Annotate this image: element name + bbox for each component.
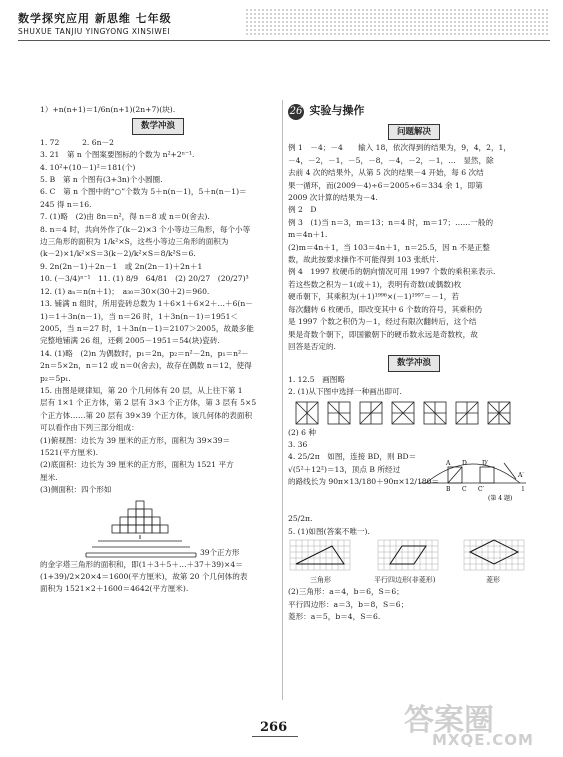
example-line: 例 3 (1)当 n＝3，m＝13；n＝4 时，m＝17；……一般的: [288, 217, 494, 227]
answer-line: 平行四边形：a＝3，b＝8，S＝6；: [288, 599, 409, 609]
unit-heading: [288, 104, 540, 120]
section-heading-math-surf-right: 数学冲浪: [388, 355, 440, 371]
example-line: m＝4n＋1.: [288, 230, 328, 240]
answer-line: 4. 25/2π 如图，连接 BD，则 BD＝: [288, 452, 417, 462]
answer-line: 25/2π.: [288, 514, 313, 524]
answer-line: (1)俯视图：边长为 39 厘米的正方形，面积为 39×39＝: [40, 435, 231, 445]
answer-line: (2)底面积：边长为 39 厘米的正方形，面积为 1521 平方: [40, 460, 234, 470]
header-rule: [18, 40, 550, 41]
grid-shapes-figure: [288, 538, 540, 586]
section-heading-problem-solving: 问题解决: [388, 124, 440, 140]
answer-line: 1. 12.5 画图略: [288, 374, 345, 384]
book-title: 数学探究应用 新思维 七年级: [18, 12, 172, 25]
example-line: 去前 4 次的结果外，从第 5 次的结果－4 开始，每 6 次结: [288, 168, 484, 178]
shape-label-parallelogram: 平行四边形(非菱形): [374, 576, 436, 585]
question-4-block: [288, 451, 540, 513]
pyramid-diagram: [40, 497, 276, 559]
answer-line: 面积为 1521×2＋1600＝4642(平方厘米).: [40, 584, 189, 594]
answer-line: (k－2)×1/k²×S＝3(k－2)/k²×S＝8/k²S＝6.: [40, 249, 196, 259]
example-line: 2009 次计算的结果为－4.: [288, 193, 378, 203]
answer-line: 245 得 n＝16.: [40, 199, 92, 209]
answer-line: 1. 72 2. 6n－2: [40, 137, 114, 147]
answer-line: (3)侧面积：四个形如: [40, 485, 112, 495]
shape-label-triangle: 三角形: [310, 576, 331, 585]
grid-shapes-diagram: [288, 538, 538, 576]
unit-title: 实验与操作: [309, 104, 365, 117]
example-line: 硬币朝下，其乘积为(＋1)¹⁹⁹⁶×(－1)¹⁹⁹⁷＝－1，若: [288, 292, 459, 302]
answer-line: 层有 1×1 个正方体，第 2 层有 3×3 个正方体，第 3 层有 5×5: [40, 398, 257, 408]
answer-line: 15. 由图是规律知，第 20 个几何体有 20 层，从上往下第 1: [40, 385, 243, 395]
example-line: 果一循环，而(2009－4)÷6＝2005÷6＝334 余 1，即第: [288, 180, 483, 190]
example-line: 回答是否定的.: [288, 341, 336, 351]
answer-line: 4. 10²+(10－1)²＝181(个): [40, 162, 136, 172]
watermark-logo: 答案圈: [404, 703, 494, 738]
rolling-rectangle-figure: [418, 451, 528, 503]
answer-line: 5. B 第 n 个图有(3+3n)个小圆圈.: [40, 175, 163, 185]
svg-text:l: l: [522, 486, 524, 494]
answer-line: (2)三角形：a＝4，b＝6，S＝6；: [288, 587, 404, 597]
svg-text:C′: C′: [478, 486, 484, 494]
column-divider: [282, 100, 283, 700]
svg-text:A′: A′: [518, 472, 524, 480]
answer-line: 可以看作由下列三部分组成：: [40, 423, 139, 433]
pyramid-label: 39个正方形: [200, 547, 240, 557]
answer-line: √(5²＋12²)＝13，顶点 B 所经过: [288, 464, 401, 474]
section-heading-math-surf: 数学冲浪: [132, 118, 184, 134]
answer-line: 边三角形的面积为 1/k²×S，这些小等边三角形的面积为: [40, 237, 229, 247]
page-number: 266: [260, 720, 288, 735]
svg-text:D: D: [462, 460, 467, 468]
answer-line: 5. (1)如图(答案不唯一).: [288, 526, 370, 536]
answer-line: 的路线长为 90π×13/180＋90π×12/180＝: [288, 477, 440, 487]
example-line: 若这些数之积为－1(或＋1)，表明有奇数(或偶数)枚: [288, 279, 462, 289]
answer-line: 2n＝5×2n，n＝12 或 n＝0(舍去)，故存在偶数 n＝12，使得: [40, 361, 252, 371]
pyramid-figure: [40, 497, 276, 559]
example-line: 每次翻转 6 枚硬币，即改变其中 6 个数的符号，其乘积仍: [288, 304, 482, 314]
continuation-line: 1）+n(n+1)＝1/6n(n+1)(2n+7)(块).: [40, 105, 176, 114]
book-title-pinyin: SHUXUE TANJIU YINGYONG XINSIWEI: [18, 27, 171, 36]
svg-text:D′: D′: [482, 460, 489, 468]
example-line: 例 4 1997 枚硬币的朝向情况可用 1997 个数的乘积来表示.: [288, 267, 496, 277]
svg-text:C: C: [462, 486, 467, 494]
page-number-rule: [252, 736, 298, 737]
answer-line: 1521(平方厘米).: [40, 447, 99, 457]
answer-line: 10. (－3/4)ⁿ⁻¹ 11. (1) 8/9 64/81 (2) 20/27 (20/27)³: [40, 274, 249, 284]
answer-line: 1)＝1＋3n(n－1)，当 n＝26 时，1＋3n(n－1)＝1951＜: [40, 311, 239, 321]
answer-line: 3. 36: [288, 439, 308, 449]
answer-line: 厘米.: [40, 472, 58, 482]
answer-line: p₂＝5p₁.: [40, 373, 71, 383]
example-line: 例 2 D: [288, 205, 317, 215]
svg-text:A: A: [446, 460, 451, 468]
answer-line: 8. n＝4 时，共向外作了(k－2)×3 个小等边三角形，每个小等: [40, 224, 251, 234]
example-line: －4，－2，－1，－5，－8，－4，－2，－1，… 显然，除: [288, 155, 494, 165]
example-line: 是 1997 个数之积仍为－1，经过有限次翻转后，这个结: [288, 317, 477, 327]
answer-line: 9. 2n(2n－1)＋2n－1 或 2n(2n－1)＋2n＋1: [40, 261, 203, 271]
answer-line: (1+39)/2×20×4＝1600(平方厘米)，故第 20 个几何体的表: [40, 572, 248, 581]
answer-line: 个正方体……第 20 层有 39×39 个正方体，该几何体的表面积: [40, 410, 253, 420]
left-column: [40, 104, 276, 596]
answer-line: 6. C 第 n 个图中的“○”个数为 5＋n(n－1)，5＋n(n－1)＝: [40, 187, 247, 197]
answer-line: 7. (1)略 (2)由 8n＝n²，得 n＝8 或 n＝0(舍去).: [40, 212, 210, 222]
example-line: 数，故此按要求操作不可能得到 103 张纸片.: [288, 255, 439, 265]
answer-line: (2) 6 种: [288, 427, 317, 437]
left-answers: [40, 137, 276, 497]
answer-line: 2. (1)从下图中选择一种画出即可.: [288, 387, 402, 397]
unit-number-badge: 26: [288, 104, 304, 120]
example-line: (2)m＝4n＋1，当 103＝4n＋1，n＝25.5，因 n 不是正整: [288, 242, 490, 252]
header-pattern: [245, 8, 550, 36]
answer-line: 菱形：a＝5，b＝4，S＝6.: [288, 611, 381, 621]
svg-text:B: B: [446, 486, 451, 494]
watermark-url: MXQE.COM: [432, 731, 534, 749]
answer-line: 3. 21 第 n 个图案要图标的个数为 n²+2ⁿ⁻¹.: [40, 150, 195, 160]
fig4-caption: (第 4 题): [488, 495, 513, 503]
shape-label-rhombus: 菱形: [486, 576, 500, 585]
answer-line: 2005，当 n＝27 时，1＋3n(n－1)＝2107＞2005，故最多能: [40, 323, 254, 333]
answer-line: 12. (1) aₙ＝n(n＋1)； a₃₀＝30×(30＋2)＝960.: [40, 286, 210, 296]
answer-line: 完整地铺满 26 组，还剩 2005－1951＝54(块)瓷砖.: [40, 336, 220, 346]
answer-line: 13. 铺满 n 组时，所用瓷砖总数为 1＋6×1＋6×2＋…＋6(n－: [40, 299, 253, 309]
answer-line: 的金字塔三角形的面积和，即(1＋3＋5＋…＋37＋39)×4＝: [40, 559, 243, 569]
right-column: [288, 104, 540, 623]
example-line: 例 1 －4；－4 输入 18，依次得到的结果为，9，4，2，1，: [288, 143, 511, 153]
square-division-figure: [288, 399, 528, 427]
answer-line: 14. (1)略 (2)n 为偶数时，p₁＝2n，p₂＝n²－2n，p₁＝n²－: [40, 348, 249, 358]
example-line: 果是奇数个朝下，即国徽朝下的硬币数永远是奇数枚，故: [288, 329, 478, 339]
